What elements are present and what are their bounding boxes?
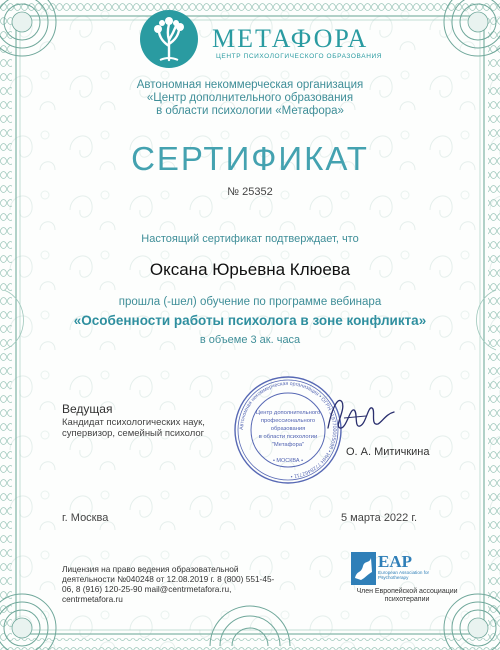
license-info: Лицензия на право ведения образовательной деятельности №040248 от 12.08.2019 г. 8 (800) 551-45-06, 8 (916) 120-25-90 mail@centrmetafora.ru, centrmetafora.ru <box>62 564 275 604</box>
tree-icon <box>138 8 200 70</box>
eap-full-name: European Association for Psychotherapy <box>378 570 430 580</box>
signature <box>320 388 400 443</box>
org-line-2: «Центр дополнительного образования <box>146 92 354 104</box>
recipient-name: Оксана Юрьевна Клюева <box>149 260 351 279</box>
confirms-text: Настоящий сертификат подтверждает, что <box>141 233 359 245</box>
logo-subtitle: ЦЕНТР ПСИХОЛОГИЧЕСКОГО ОБРАЗОВАНИЯ <box>216 53 383 60</box>
certificate-title: СЕРТИФИКАТ <box>131 140 369 177</box>
lead-role: Ведущая <box>62 402 113 416</box>
svg-text:профессионального: профессионального <box>260 418 316 424</box>
signer-name: О. А. Митичкина <box>346 446 430 458</box>
svg-text:Автономная некоммерческая орга: Автономная некоммерческая организация • ОГРН 1197700005098 • ИНН 7728462711 • <box>238 380 338 479</box>
eap-member-text: Член Европейской ассоциации психотерапии <box>356 588 458 603</box>
logo-name: МЕТАФОРА <box>212 24 369 53</box>
certificate-number: № 25352 <box>227 186 273 198</box>
org-line-1: Автономная некоммерческая организация <box>136 79 364 91</box>
issue-date: 5 марта 2022 г. <box>341 512 418 524</box>
lead-description: Кандидат психологических наук, супервизор, семейный психолог <box>62 417 205 439</box>
eap-logo-text: EAP <box>378 552 412 571</box>
program-title: «Особенности работы психолога в зоне конфликта» <box>73 313 427 328</box>
svg-text:Центр дополнительного: Центр дополнительного <box>255 410 321 416</box>
svg-text:"Метафора": "Метафора" <box>271 442 305 448</box>
svg-text:образования: образования <box>270 426 306 432</box>
svg-text:в области психологии: в области психологии <box>258 434 318 440</box>
program-volume: в объеме 3 ак. часа <box>199 334 301 346</box>
city: г. Москва <box>62 512 109 524</box>
passed-text: прошла (-шел) обучение по программе вебинара <box>118 296 382 308</box>
org-line-3: в области психологии «Метафора» <box>156 105 344 117</box>
svg-text:• МОСКВА •: • МОСКВА • <box>272 458 304 464</box>
eap-logo-icon <box>351 552 376 585</box>
